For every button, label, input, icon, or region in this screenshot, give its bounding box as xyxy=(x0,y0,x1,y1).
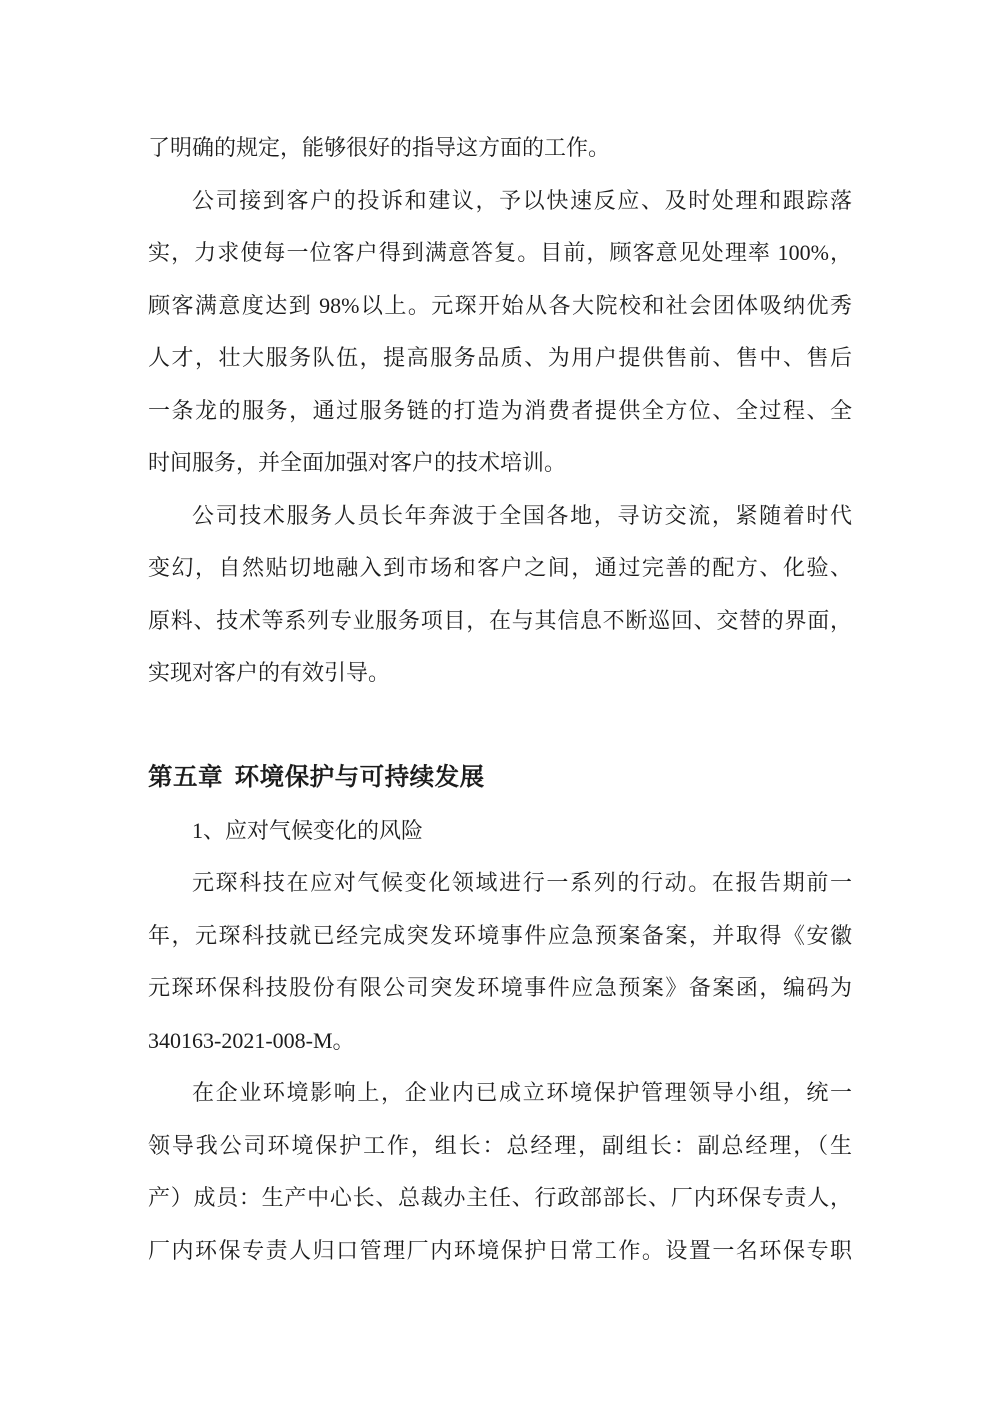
text-line: 原料、技术等系列专业服务项目，在与其信息不断巡回、交替的界面， xyxy=(148,607,852,633)
blank-line xyxy=(148,700,852,753)
text-line: 一条龙的服务，通过服务链的打造为消费者提供全方位、全过程、全 xyxy=(148,397,852,423)
body-paragraph-customer-service xyxy=(148,175,852,490)
text-line: 了明确的规定，能够很好的指导这方面的工作。 xyxy=(148,135,611,160)
text-line: 元琛环保科技股份有限公司突发环境事件应急预案》备案函，编码为 xyxy=(148,975,852,1000)
chapter-heading xyxy=(148,752,852,805)
body-paragraph-environment-management xyxy=(148,1067,852,1277)
body-paragraph-emergency-plan xyxy=(148,857,852,1067)
text-line: 人才，壮大服务队伍，提高服务品质、为用户提供售前、售中、售后 xyxy=(148,345,852,370)
text-line: 公司技术服务人员长年奔波于全国各地，寻访交流，紧随着时代 xyxy=(192,502,852,528)
text-line: 340163-2021-008-M。 xyxy=(148,1027,355,1053)
text-line: 厂内环保专责人归口管理厂内环境保护日常工作。设置一名环保专职 xyxy=(148,1237,852,1263)
text-line: 年，元琛科技就已经完成突发环境事件应急预案备案，并取得《安徽 xyxy=(148,922,852,948)
text-line: 1、应对气候变化的风险 xyxy=(192,817,424,843)
text-line: 变幻，自然贴切地融入到市场和客户之间，通过完善的配方、化验、 xyxy=(148,555,852,580)
text-line: 时间服务，并全面加强对客户的技术培训。 xyxy=(148,450,567,475)
document-content xyxy=(148,122,852,1277)
text-line: 实，力求使每一位客户得到满意答复。目前，顾客意见处理率 100%， xyxy=(148,240,852,265)
section-item-climate-risk xyxy=(148,805,852,858)
text-line: 产）成员：生产中心长、总裁办主任、行政部部长、厂内环保专责人， xyxy=(148,1185,852,1210)
text-line: 顾客满意度达到 98%以上。元琛开始从各大院校和社会团体吸纳优秀 xyxy=(148,292,852,318)
text-line xyxy=(148,700,852,753)
text-line: 实现对客户的有效引导。 xyxy=(148,660,391,685)
text-line: 在企业环境影响上，企业内已成立环境保护管理领导小组，统一 xyxy=(192,1080,852,1105)
body-paragraph-technical-service xyxy=(148,490,852,700)
text-line: 元琛科技在应对气候变化领域进行一系列的行动。在报告期前一 xyxy=(192,870,852,895)
text-line: 领导我公司环境保护工作，组长：总经理，副组长：副总经理，（生 xyxy=(148,1132,852,1158)
text-line: 公司接到客户的投诉和建议，予以快速反应、及时处理和跟踪落 xyxy=(192,187,852,213)
body-paragraph-customer-guidance-tail xyxy=(148,122,852,175)
chapter-heading-text: 第五章 环境保护与可持续发展 xyxy=(148,764,485,791)
